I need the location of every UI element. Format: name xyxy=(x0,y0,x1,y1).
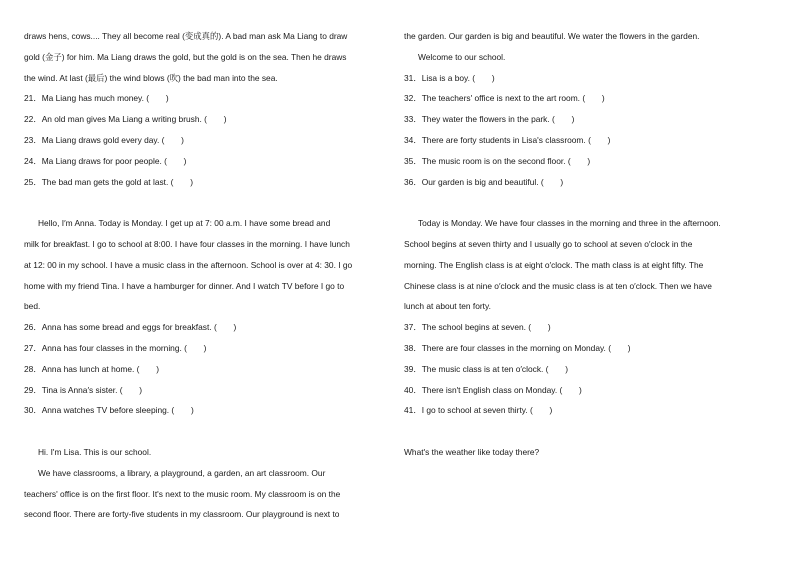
question-37: 37．The school begins at seven. ( ) xyxy=(404,322,551,333)
question-29: 29．Tina is Anna′s sister. ( ) xyxy=(24,384,143,395)
spacer xyxy=(404,192,774,213)
left-column xyxy=(24,26,390,525)
spacer xyxy=(24,192,390,213)
ma-liang-passage xyxy=(24,26,390,88)
question-31: 31．Lisa is a boy. ( ) xyxy=(404,72,495,83)
passage-line: the wind. At last (最后) the wind blows (吹) the bad man into the sea. xyxy=(24,72,278,83)
passage-line: We have classrooms, a library, a playground, a garden, an art classroom. Our xyxy=(38,467,326,478)
passage-line: Hi. I'm Lisa. This is our school. xyxy=(38,446,152,457)
passage-line: lunch at about ten forty. xyxy=(404,301,491,312)
weather-question: What's the weather like today there? xyxy=(404,446,540,457)
passage-line: Today is Monday. We have four classes in the morning and three in the afternoon. xyxy=(418,218,721,229)
question-35: 35．The music room is on the second floor. ( ) xyxy=(404,155,591,166)
passage-line: School begins at seven thirty and I usually go to school at seven o′clock in the xyxy=(404,238,693,249)
question-34: 34．There are forty students in Lisa's classroom. ( ) xyxy=(404,134,611,145)
question-27: 27．Anna has four classes in the morning. ( ) xyxy=(24,342,207,353)
lisa-passage-continued xyxy=(404,26,774,68)
passage-line: second floor. There are forty-five students in my classroom. Our playground is next to xyxy=(24,509,340,520)
question-28: 28．Anna has lunch at home. ( ) xyxy=(24,363,159,374)
question-36: 36．Our garden is big and beautiful. ( ) xyxy=(404,176,564,187)
question-26: 26．Anna has some bread and eggs for breakfast. ( ) xyxy=(24,322,237,333)
anna-passage xyxy=(24,213,390,317)
question-32: 32．The teachers' office is next to the art room. ( ) xyxy=(404,93,605,104)
question-23: 23．Ma Liang draws gold every day. ( ) xyxy=(24,134,184,145)
passage-line: Hello, I′m Anna. Today is Monday. I get up at 7: 00 a.m. I have some bread and xyxy=(38,218,331,229)
lisa-passage xyxy=(24,442,390,525)
passage-line: the garden. Our garden is big and beautiful. We water the flowers in the garden. xyxy=(404,31,700,41)
passage-line: morning. The English class is at eight o′clock. The math class is at eight fifty. The xyxy=(404,259,704,270)
question-39: 39．The music class is at ten o′clock. ( ) xyxy=(404,363,568,374)
question-25: 25．The bad man gets the gold at last. ( ) xyxy=(24,176,193,187)
passage-line: at 12: 00 in my school. I have a music class in the afternoon. School is over at 4: 30. I go xyxy=(24,259,353,270)
spacer xyxy=(24,421,390,442)
question-33: 33．They water the flowers in the park. ( ) xyxy=(404,114,575,125)
passage-line: draws hens, cows.... They all become real (变成真的). A bad man ask Ma Liang to draw xyxy=(24,31,348,41)
passage-line: bed. xyxy=(24,301,41,312)
passage-line: teachers' office is on the first floor. It's next to the music room. My classroom is on the xyxy=(24,488,341,499)
questions-21-25 xyxy=(24,88,390,192)
question-22: 22．An old man gives Ma Liang a writing brush. ( ) xyxy=(24,114,227,125)
question-38: 38．There are four classes in the morning on Monday. ( ) xyxy=(404,342,631,353)
questions-31-36 xyxy=(404,68,774,193)
questions-37-41 xyxy=(404,317,774,421)
question-41: 41．I go to school at seven thirty. ( ) xyxy=(404,405,553,416)
question-40: 40．There isn′t English class on Monday. ( ) xyxy=(404,384,582,395)
right-column xyxy=(404,26,774,463)
passage-line: Welcome to our school. xyxy=(418,51,506,62)
monday-passage xyxy=(404,213,774,317)
question-21: 21．Ma Liang has much money. ( ) xyxy=(24,93,169,104)
passage-line: gold (金子) for him. Ma Liang draws the gold, but the gold is on the sea. Then he draws xyxy=(24,51,347,62)
question-24: 24．Ma Liang draws for poor people. ( ) xyxy=(24,155,187,166)
passage-line: Chinese class is at nine o′clock and the music class is at ten o′clock. Then we have xyxy=(404,280,712,291)
question-30: 30．Anna watches TV before sleeping. ( ) xyxy=(24,405,194,416)
passage-line: home with my friend Tina. I have a hamburger for dinner. And I watch TV before I go to xyxy=(24,280,345,291)
passage-line: milk for breakfast. I go to school at 8:00. I have four classes in the morning. I have lunch xyxy=(24,238,350,249)
questions-26-30 xyxy=(24,317,390,421)
spacer xyxy=(404,421,774,442)
